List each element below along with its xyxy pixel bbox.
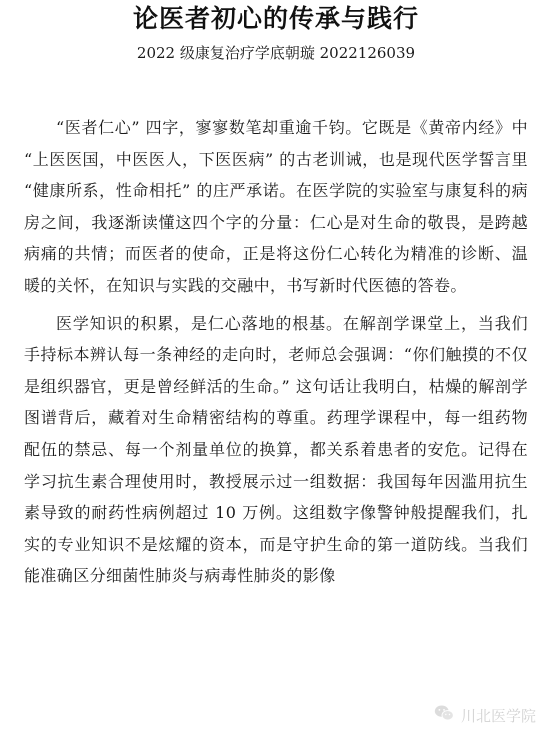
document-title: 论医者初心的传承与践行 <box>132 4 419 33</box>
paragraph-2: 医学知识的积累，是仁心落地的根基。在解剖学课堂上，当我们手持标本辨认每一条神经的走向时，老师总会强调：“你们触摸的不仅是组织器官，更是曾经鲜活的生命。” 这句话让我明白，枯燥的解剖学图谱背后，藏着对生命精密结构的尊重。药理学课程中，每一组药物配伍的禁忌、每一个剂量单位的换算，都关系着患者的安危。记得在学习抗生素合理使用时，教授展示过一组数据：我国每年因滥用抗生素导致的耐药性病例超过 10 万例。这组数字像警钟般提醒我们，扎实的专业知识不是炫耀的资本，而是守护生命的第一道防线。当我们能准确区分细菌性肺炎与病毒性肺炎的影像 <box>24 313 528 586</box>
watermark-text: 川北医学院 <box>460 706 536 725</box>
document-body <box>24 112 528 592</box>
document-subtitle: 2022 级康复治疗学底朝璇 2022126039 <box>136 44 416 62</box>
paragraph-1: “医者仁心” 四字，寥寥数笔却重逾千钧。它既是《黄帝内经》中 “上医医国，中医医人，下医医病” 的古老训诫，也是现代医学誓言里 “健康所系，性命相托” 的庄严承诺。在医学院的实验室与康复科的病房之间，我逐渐读懂这四个字的分量：仁心是对生命的敬畏，是跨越病痛的共情；而医者的使命，正是将这份仁心转化为精准的诊断、温暖的关怀，在知识与实践的交融中，书写新时代医德的答卷。 <box>24 118 528 295</box>
